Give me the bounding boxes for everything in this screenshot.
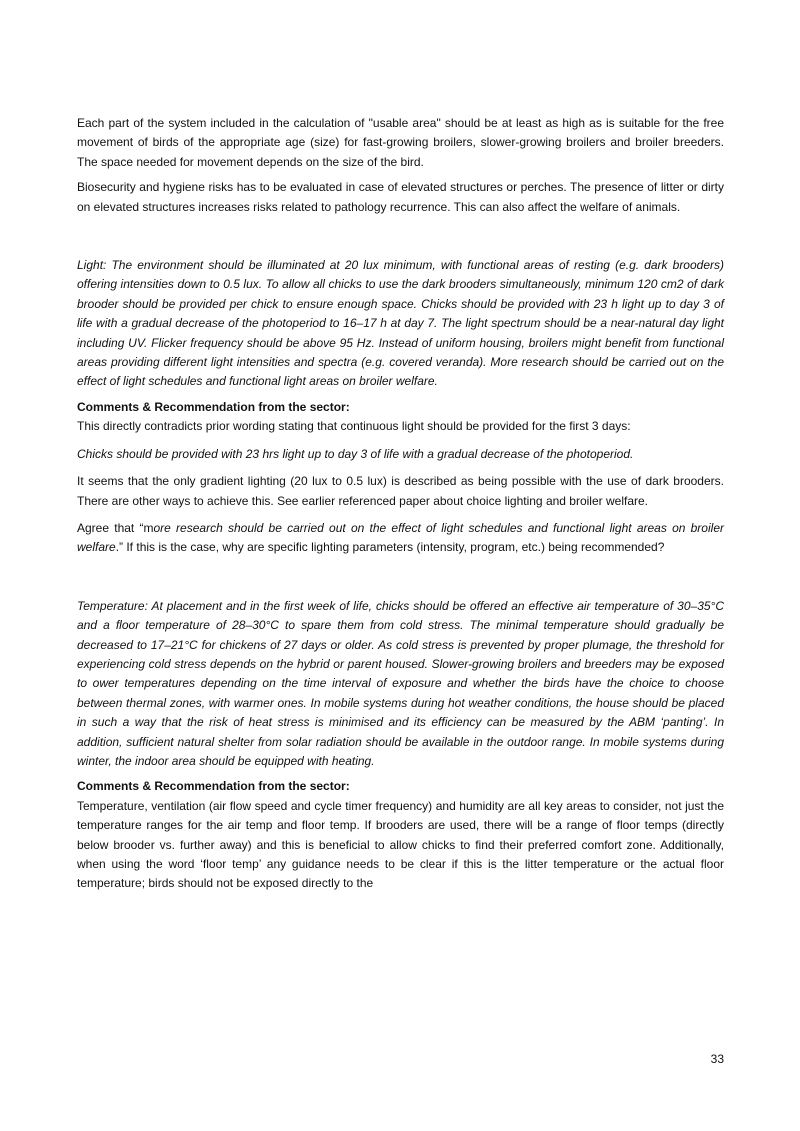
usable-area-paragraph: Each part of the system included in the calculation of "usable area" should be at least as high as is suitable for the free movement of birds of the appropriate age (size) for fast-growing broilers, slower-growing broilers and broiler breeders. The space needed for movement depends on the size of the bird. [77,116,724,169]
temperature-comments-heading: Comments & Recommendation from the sector: [77,779,350,794]
light-comment-contradiction: This directly contradicts prior wording stating that continuous light should be provided for the first 3 days: [77,419,631,434]
light-comments-heading: Comments & Recommendation from the sector: [77,399,350,414]
agree-quoted-text: ore research should be carried out on the effect of light schedules and functional light areas on broiler welfare [77,520,724,555]
light-comment-quote: Chicks should be provided with 23 hrs light up to day 3 of life with a gradual decrease of the photoperiod. [77,446,634,461]
biosecurity-paragraph: Biosecurity and hygiene risks has to be evaluated in case of elevated structures or perches. The presence of litter or dirty on elevated structures increases risks related to pathology recurrence. This can also affect the welfare of animals. [77,180,724,214]
document-body [77,114,724,894]
temperature-comment-paragraph: Temperature, ventilation (air flow speed and cycle timer frequency) and humidity are all key areas to consider, not just the temperature ranges for the air temp and floor temp. If brooders are used, there will be a range of floor temps (directly below brooder vs. further away) and this is beneficial to allow chicks to find their preferred comfort zone. Additionally, when using the word ‘floor temp’ any guidance needs to be clear if this is the litter temperature or the actual floor temperature; birds should not be exposed directly to the [77,798,724,891]
light-comment-gradient: It seems that the only gradient lighting (20 lux to 0.5 lux) is described as being possible with the use of dark brooders. There are other ways to achieve this. See earlier referenced paper about choice lighting and broiler welfare. [77,474,724,508]
light-comment-agree [77,519,724,558]
page-number: 33 [710,1052,724,1066]
agree-lead-text: Agree that “m [77,520,154,535]
light-quote-paragraph: Light: The environment should be illuminated at 20 lux minimum, with functional areas of resting (e.g. dark brooders) offering intensities down to 0.5 lux. To allow all chicks to use the dark brooders simultaneously, minimum 120 cm2 of dark brooder should be provided per chick to ensure enough space. Chicks should be provided with 23 h light up to day 3 of life with a gradual decrease of the photoperiod to 16–17 h at day 7. The light spectrum should be a near-natural day light including UV. Flicker frequency should be above 95 Hz. Instead of uniform housing, broilers might benefit from functional areas providing different light intensities and spectra (e.g. covered veranda). More research should be carried out on the effect of light schedules and functional light areas on broiler welfare. [77,258,724,389]
temperature-quote-paragraph: Temperature: At placement and in the first week of life, chicks should be offered an effective air temperature of 30–35°C and a floor temperature of 28–30°C to spare them from cold stress. The minimal temperature should gradually be decreased to 17–21°C for chickens of 27 days or older. As cold stress is prevented by proper plumage, the threshold for experiencing cold stress depends on the hybrid or parent housed. Slower-growing broilers and breeders may be exposed to ower temperatures depending on the time interval of exposure and whether the birds have the choice to choose between thermal zones, with warmer ones. In mobile systems during hot weather conditions, the house should be placed in such a way that the risk of heat stress is minimised and its efficiency can be measured by the ABM ‘panting’. In addition, sufficient natural shelter from solar radiation should be available in the outdoor range. In mobile systems during winter, the indoor area should be equipped with heating. [77,598,724,768]
agree-tail-text: .” If this is the case, why are specific lighting parameters (intensity, program, etc.) being recommended? [115,540,665,555]
